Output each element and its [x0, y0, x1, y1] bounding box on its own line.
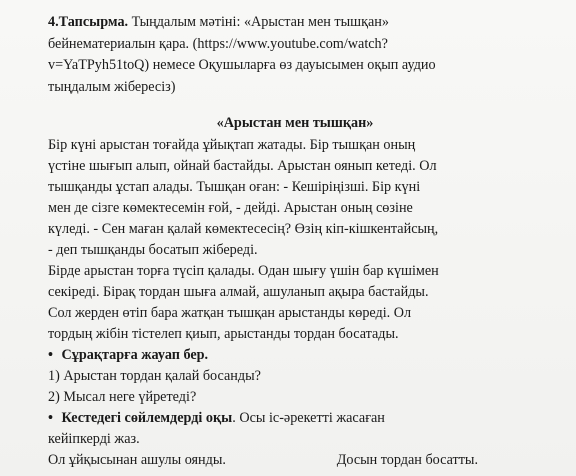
story-line: секіреді. Бірақ тордан шыға алмай, ашуланып ақыра бастайды. [48, 284, 429, 300]
question-item: 2) Мысал неге үйретеді? [48, 389, 197, 405]
task-instructions [48, 12, 548, 98]
task-line-2: бейнематериалын қара. (https://www.youtube.com/watch? [48, 35, 388, 52]
table-task-heading-line [48, 408, 548, 429]
sentence-left: Ол ұйқысынан ашулы оянды. [48, 452, 226, 468]
story-line: күледі. - Сен маған қалай көмектесесің? Өзің кіп-кішкентайсың, [48, 221, 439, 237]
bullet-icon: • [48, 347, 53, 363]
story-line: үстіне шығып алып, ойнай бастайды. Арыстан оянып кетеді. Ол [48, 158, 437, 174]
story-line: Бір күні арыстан тоғайда ұйықтап жатады. Бір тышқан оның [48, 137, 416, 153]
sentence-row [48, 450, 548, 471]
question-item: 1) Арыстан тордан қалай босанды? [48, 368, 261, 384]
task-line-4: тыңдалым жібересіз) [48, 78, 176, 95]
questions-section [48, 345, 548, 408]
questions-heading: Сұрақтарға жауап бер. [61, 347, 209, 363]
task-label: 4.Тапсырма. [48, 14, 129, 30]
story-line: тышқанды ұстап алады. Тышқан оған: - Кешіріңізші. Бір күні [48, 179, 421, 195]
table-task-rest: . Осы іс-әрекетті жасаған [232, 410, 385, 426]
story-line: Сол жерден өтіп бара жатқан тышқан арыстанды көреді. Ол [48, 305, 412, 321]
sentence-right: Досын тордан босатты. [336, 452, 478, 468]
questions-heading-line [48, 345, 548, 366]
table-task-line-2: кейіпкерді жаз. [48, 431, 140, 447]
story-title: «Арыстан мен тышқан» [216, 115, 374, 131]
story-line: Бірде арыстан торға түсіп қалады. Одан шығу үшін бар күшімен [48, 263, 439, 279]
table-task-heading: Кестедегі сөйлемдерді оқы [61, 410, 233, 426]
story-line: - деп тышқанды босатып жібереді. [48, 242, 258, 258]
story-line: мен де сізге көмектесемін ғой, - дейді. Арыстан оның сөзіне [48, 200, 413, 216]
story-line: тордың жібін тістелеп қиып, арыстанды тордан босатады. [48, 326, 399, 342]
bullet-icon: • [48, 410, 53, 426]
table-task-section [48, 408, 548, 471]
story-body [48, 135, 548, 345]
task-text: Тыңдалым мәтіні: «Арыстан мен тышқан» [128, 14, 389, 30]
task-line-1 [48, 12, 548, 34]
task-line-3: v=YaTPyh51toQ) немесе Оқушыларға өз дауысымен оқып аудио [48, 57, 436, 73]
